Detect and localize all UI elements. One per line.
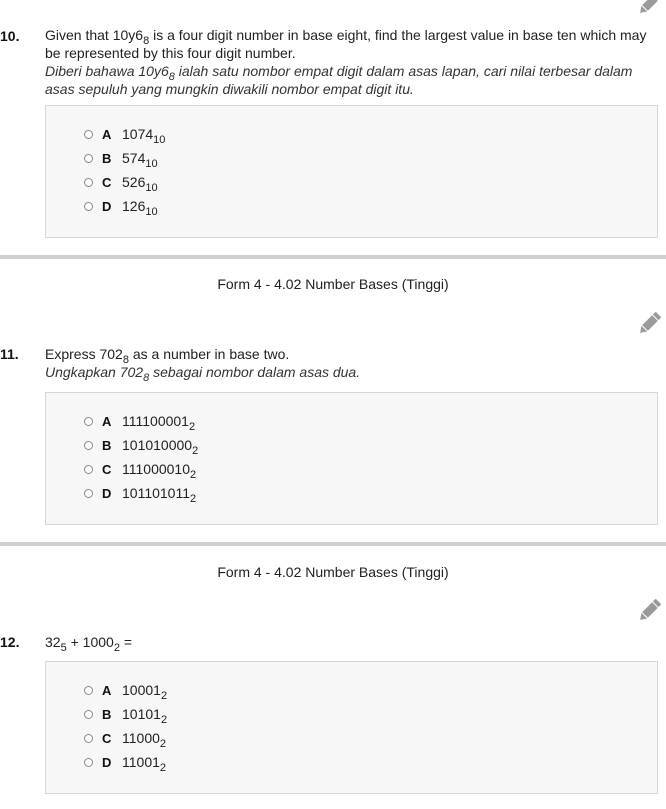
options-box — [45, 392, 658, 525]
question-number: 10. — [0, 28, 20, 44]
question-text — [45, 345, 662, 384]
radio-button[interactable] — [84, 130, 93, 139]
option-d[interactable]: D $11001_2$ — [84, 752, 166, 772]
question-text — [45, 26, 662, 98]
option-c[interactable]: C $526_{10}$ — [84, 172, 158, 192]
option-b[interactable]: B $574_{10}$ — [84, 148, 158, 168]
options-box — [45, 105, 658, 238]
option-c[interactable]: C $11000_2$ — [84, 728, 166, 748]
radio-button[interactable] — [84, 758, 93, 767]
section-divider — [0, 255, 666, 259]
option-c[interactable]: C $111000010_2$ — [84, 459, 196, 479]
option-a[interactable]: A $111100001_2$ — [84, 411, 195, 431]
option-d[interactable]: D $101101011_2$ — [84, 483, 196, 503]
option-b[interactable]: B $101010000_2$ — [84, 435, 198, 455]
question-expression: $32_5 + 1000_2$ = — [45, 634, 133, 654]
radio-button[interactable] — [84, 734, 93, 743]
edit-pencil-icon[interactable] — [636, 0, 664, 17]
option-a[interactable]: A $10001_2$ — [84, 680, 167, 700]
question-text-ms: Ungkapkan $702_8$ sebagai nombor dalam asas dua. — [45, 364, 361, 384]
question-number: 11. — [0, 346, 19, 362]
radio-button[interactable] — [84, 178, 93, 187]
radio-button[interactable] — [84, 686, 93, 695]
section-divider — [0, 542, 666, 546]
option-d[interactable]: D $126_{10}$ — [84, 196, 158, 216]
question-text — [45, 633, 662, 654]
section-label: Form 4 - 4.02 Number Bases (Tinggi) — [217, 276, 449, 292]
radio-button[interactable] — [84, 710, 93, 719]
question-text-en: Express $702_8$ as a number in base two. — [45, 346, 290, 366]
section-label: Form 4 - 4.02 Number Bases (Tinggi) — [217, 564, 449, 580]
edit-pencil-icon[interactable] — [636, 309, 664, 337]
option-b[interactable]: B $10101_2$ — [84, 704, 167, 724]
question-text-en: Given that $10y6_8$ is a four digit number in base eight, find the largest value in base ten which may be represented by this four digit number. — [45, 27, 647, 61]
question-number: 12. — [0, 634, 20, 650]
option-a[interactable]: A $1074_{10}$ — [84, 124, 165, 144]
radio-button[interactable] — [84, 154, 93, 163]
radio-button[interactable] — [84, 202, 93, 211]
radio-button[interactable] — [84, 489, 93, 498]
edit-pencil-icon[interactable] — [636, 596, 664, 624]
radio-button[interactable] — [84, 441, 93, 450]
radio-button[interactable] — [84, 465, 93, 474]
radio-button[interactable] — [84, 417, 93, 426]
options-box — [45, 661, 658, 794]
question-text-ms: Diberi bahawa $10y6_8$ ialah satu nombor empat digit dalam asas lapan, cari nilai terbesar dalam asas sepuluh yang mungkin diwakili nombor empat digit itu. — [45, 63, 633, 97]
